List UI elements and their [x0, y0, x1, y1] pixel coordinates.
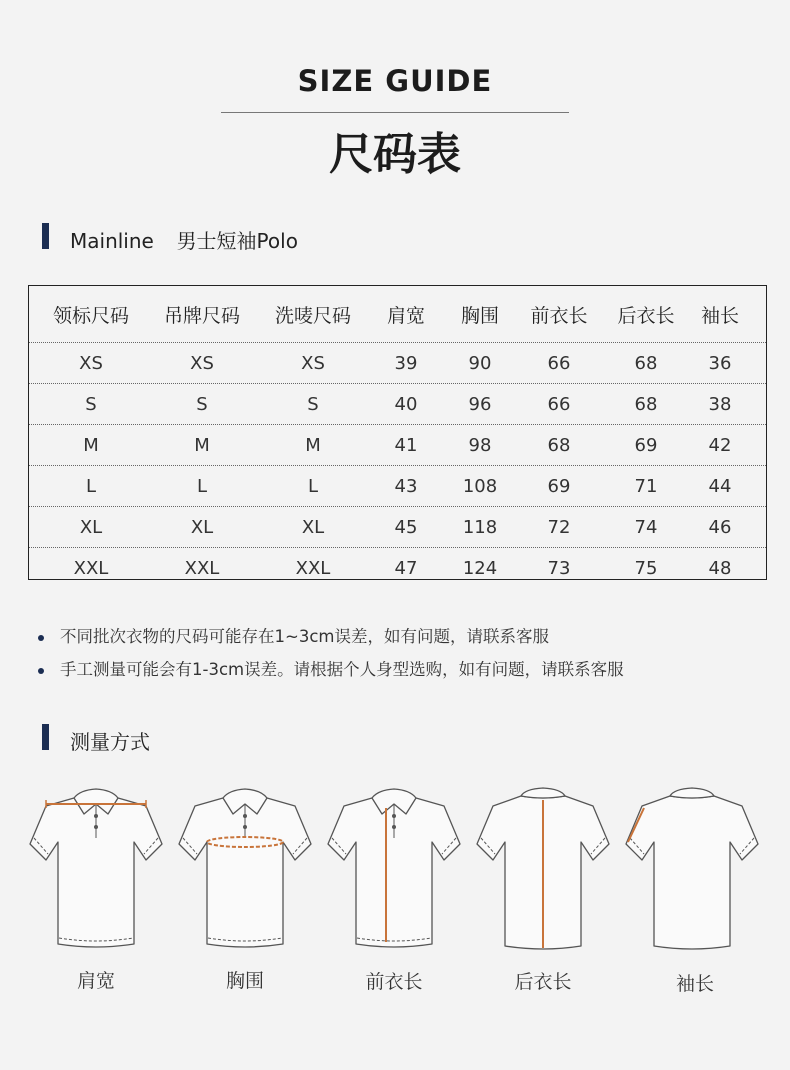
- table-row: [29, 342, 766, 383]
- table-cell: 71: [634, 475, 658, 497]
- table-cell: XS: [301, 352, 325, 374]
- note-text: 手工测量可能会有1-3cm误差。请根据个人身型选购，如有问题，请联系客服: [60, 660, 624, 679]
- table-cell: M: [83, 434, 99, 456]
- table-row: [29, 383, 766, 424]
- table-cell: XL: [190, 516, 214, 538]
- table-cell: XS: [190, 352, 214, 374]
- bullet-icon: [38, 635, 44, 641]
- table-cell: 72: [547, 516, 571, 538]
- table-cell: XS: [79, 352, 103, 374]
- table-cell: 118: [462, 516, 498, 538]
- table-cell: 98: [468, 434, 492, 456]
- note-item: [36, 657, 756, 690]
- polo-back-sleeve-icon: [622, 784, 762, 956]
- table-cell: 74: [634, 516, 658, 538]
- table-cell: 124: [462, 557, 498, 579]
- title-divider: [221, 112, 569, 113]
- table-row: [29, 424, 766, 465]
- table-cell: XXL: [295, 557, 331, 579]
- table-cell: 69: [634, 434, 658, 456]
- table-header-row: [29, 286, 766, 342]
- size-chart-title: 尺码表: [329, 129, 461, 180]
- polo-front-length-icon: [324, 784, 464, 956]
- polo-front-chest-icon: [175, 784, 315, 956]
- table-cell: 42: [708, 434, 732, 456]
- header-cell: 胸围: [460, 304, 499, 327]
- polo-back-length-icon: [473, 784, 613, 956]
- table-cell: 45: [394, 516, 418, 538]
- measurement-section-title: 测量方式: [70, 730, 150, 754]
- table-cell: 44: [708, 475, 732, 497]
- table-cell: 69: [547, 475, 571, 497]
- table-cell: 36: [708, 352, 732, 374]
- table-cell: 39: [394, 352, 418, 374]
- notes-list: [36, 624, 756, 690]
- bullet-icon: [38, 668, 44, 674]
- table-cell: L: [307, 475, 319, 497]
- table-cell: 38: [708, 393, 732, 415]
- product-name: 男士短袖Polo: [176, 229, 298, 253]
- table-cell: 66: [547, 393, 571, 415]
- header-cell: 肩宽: [386, 304, 425, 327]
- table-row: [29, 547, 766, 588]
- table-cell: M: [305, 434, 321, 456]
- header-cell: 袖长: [700, 304, 739, 327]
- size-table: [28, 285, 767, 580]
- table-cell: 68: [547, 434, 571, 456]
- table-cell: M: [194, 434, 210, 456]
- table-cell: L: [196, 475, 208, 497]
- table-cell: 41: [394, 434, 418, 456]
- table-cell: 40: [394, 393, 418, 415]
- table-row: [29, 465, 766, 506]
- note-text: 不同批次衣物的尺码可能存在1~3cm误差，如有问题，请联系客服: [60, 627, 549, 646]
- table-cell: 108: [462, 475, 498, 497]
- table-cell: 66: [547, 352, 571, 374]
- measure-label-sleeve: 袖长: [675, 973, 714, 995]
- table-row: [29, 506, 766, 547]
- table-cell: 68: [634, 393, 658, 415]
- header-cell: 领标尺码: [52, 304, 129, 327]
- table-cell: XXL: [73, 557, 109, 579]
- table-cell: 47: [394, 557, 418, 579]
- table-cell: 68: [634, 352, 658, 374]
- table-cell: 48: [708, 557, 732, 579]
- table-cell: XXL: [184, 557, 220, 579]
- header-cell: 前衣长: [530, 304, 588, 327]
- table-cell: S: [307, 393, 319, 415]
- table-cell: 96: [468, 393, 492, 415]
- header-cell: 后衣长: [617, 304, 675, 327]
- table-cell: 46: [708, 516, 732, 538]
- table-cell: 90: [468, 352, 492, 374]
- measure-label-chest: 胸围: [225, 970, 264, 992]
- table-cell: 43: [394, 475, 418, 497]
- brand-name: Mainline: [70, 229, 154, 253]
- section-marker: [42, 223, 49, 249]
- table-cell: 73: [547, 557, 571, 579]
- table-cell: L: [85, 475, 97, 497]
- note-item: [36, 624, 756, 657]
- measure-label-shoulder: 肩宽: [76, 970, 115, 992]
- measure-label-back-length: 后衣长: [514, 971, 572, 993]
- table-cell: S: [196, 393, 208, 415]
- table-cell: S: [85, 393, 97, 415]
- table-cell: XL: [79, 516, 103, 538]
- header-cell: 洗唛尺码: [274, 304, 351, 327]
- table-cell: 75: [634, 557, 658, 579]
- section-marker: [42, 724, 49, 750]
- polo-front-shoulder-icon: [26, 784, 166, 956]
- measure-label-front-length: 前衣长: [365, 971, 423, 993]
- header-cell: 吊牌尺码: [163, 304, 240, 327]
- size-guide-title: SIZE GUIDE: [297, 64, 493, 98]
- table-cell: XL: [301, 516, 325, 538]
- section-product-title: [70, 225, 298, 254]
